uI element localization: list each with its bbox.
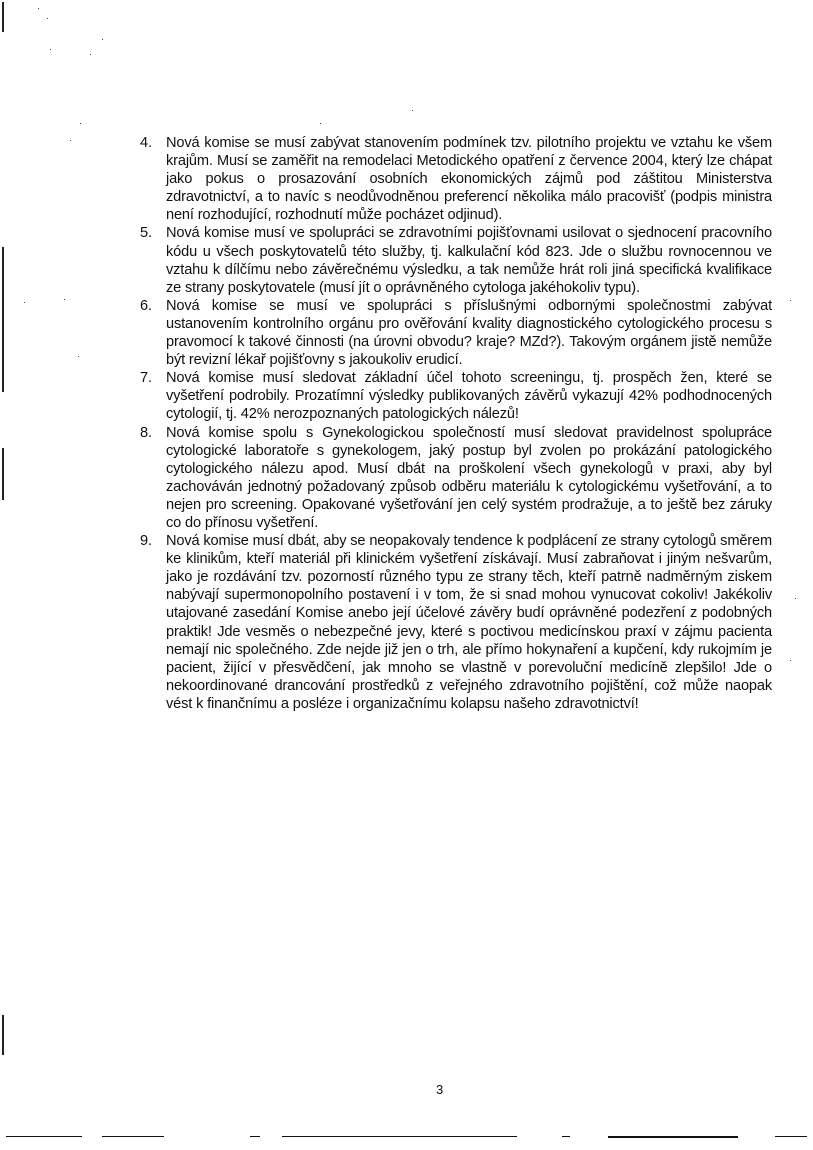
scan-speck (24, 302, 25, 303)
scan-edge-mark (2, 2, 4, 32)
scan-speck (78, 356, 79, 357)
scan-bottom-line (6, 1136, 82, 1137)
scan-speck (102, 39, 103, 40)
list-item (140, 532, 772, 713)
scan-speck (38, 8, 39, 9)
list-item-number: 4. (140, 135, 152, 151)
list-item (140, 369, 772, 423)
list-item-text: Nová komise spolu s Gynekologickou společností musí sledovat pravidelnost spolupráce cytologické laboratoře s gynekologem, jaký postup byl zvolen po prokázání patologického cytologického nálezu apod. Musí dbát na proškolení všech gynekologů v praxi, aby byl zachováván jednotný požadovaný způsob odběru materiálu k cytologickému vyšetřování, a to nejen pro screening. Opakované vyšetřování jen celý systém prodražuje, a to ještě bez záruky co do přínosu vyšetření. (166, 424, 772, 531)
list-item-text: Nová komise se musí zabývat stanovením podmínek tzv. pilotního projektu ve vztahu ke všem krajům. Musí se zaměřit na remodelaci Metodického opatření z července 2004, který lze chápat jako pokus o prosazování osobních ekonomických zájmů pod záštitou Ministerstva zdravotnictví, a to navíc s neodůvodněnou preferencí několika málo pracovišť (podpis ministra není rozhodující, rozhodnutí může pocházet odjinud). (166, 135, 772, 224)
scan-speck (320, 123, 321, 124)
list-item-number: 7. (140, 370, 152, 387)
scan-speck (47, 18, 48, 19)
list-item-number: 9. (140, 533, 152, 550)
scan-speck (50, 49, 51, 50)
list-item-number: 5. (140, 225, 152, 242)
scan-speck (90, 54, 91, 55)
scan-bottom-line (282, 1136, 517, 1137)
scan-speck (412, 110, 413, 111)
list-item-text: Nová komise musí dbát, aby se neopakovaly tendence k podplácení ze strany cytologů směrem ke klinikům, kteří materiál při klinickém vyšetření získávají. Musí zabraňovat i jiným nešvarům, jako je rozdávání tzv. pozorností různého typu ze strany těch, kteří patrně nadměrným ziskem nabývají supermonopolního postavení i v tom, že si snad mohou vynucovat cokoliv! Jakékoliv utajované zasedání Komise anebo její účelové závěry budí oprávněné podezření z podobných praktik! Jde vesměs o nebezpečné jevy, které s poctivou medicínskou praxí v zájmu pacienta nemají nic společného. Zde nejde již jen o trh, ale přímo hokynaření a kupčení, kdy rukojmím je pacient, žijící v přesvědčení, jak mnoho se vlastně v porevoluční medicíně zlepšilo! Jde o nekoordinované drancování prostředků z veřejného zdravotního pojištění, což může naopak vést k finančnímu a posléze i organizačnímu kolapsu našeho zdravotnictví! (166, 533, 772, 712)
list-item (140, 424, 772, 533)
scan-speck (70, 140, 71, 141)
scan-bottom-line (608, 1136, 738, 1138)
scan-speck (795, 598, 796, 599)
scan-speck (790, 300, 791, 301)
page-number: 3 (436, 1082, 444, 1097)
scan-edge-mark (2, 448, 4, 500)
scan-edge-mark (2, 247, 4, 392)
scan-speck (790, 660, 791, 661)
list-item (140, 224, 772, 296)
scan-bottom-line (562, 1136, 570, 1137)
list-item (140, 297, 772, 369)
scan-speck (64, 299, 65, 300)
document-body (140, 134, 772, 713)
list-item-text: Nová komise musí ve spolupráci se zdravotními pojišťovnami usilovat o sjednocení pracovního kódu u všech poskytovatelů této služby, tj. kalkulační kód 823. Jde o službu rovnocennou ve vztahu k dílčímu nebo závěrečnému výsledku, a tak nemůže hrát roli jiná specifická kvalifikace ze strany poskytovatele (musí jít o oprávněného cytologa jakéhokoliv typu). (166, 225, 772, 296)
scan-edge-mark (2, 1015, 4, 1055)
scan-speck (80, 123, 81, 124)
scan-bottom-line (250, 1136, 260, 1137)
scan-bottom-line (775, 1136, 807, 1137)
scan-bottom-line (102, 1136, 164, 1137)
numbered-list (140, 134, 772, 713)
list-item-number: 8. (140, 424, 152, 441)
list-item-text: Nová komise musí sledovat základní účel tohoto screeningu, tj. prospěch žen, které se vyšetření podrobily. Prozatímní výsledky publikovaných závěrů vykazují 42% podhodnocených cytologií, tj. 42% nerozpoznaných patologických nálezů! (166, 370, 772, 423)
list-item-text: Nová komise se musí ve spolupráci s příslušnými odbornými společnostmi zabývat ustanovením kontrolního orgánu pro ověřování kvality diagnostického cytologického procesu s pravomocí k takové činnosti (na úrovni obvodu? kraje? MZd?). Takovým orgánem jistě nemůže být revizní lékař pojišťovny s jakoukoliv erudicí. (166, 297, 772, 369)
list-item-number: 6. (140, 297, 152, 314)
list-item (140, 134, 772, 224)
